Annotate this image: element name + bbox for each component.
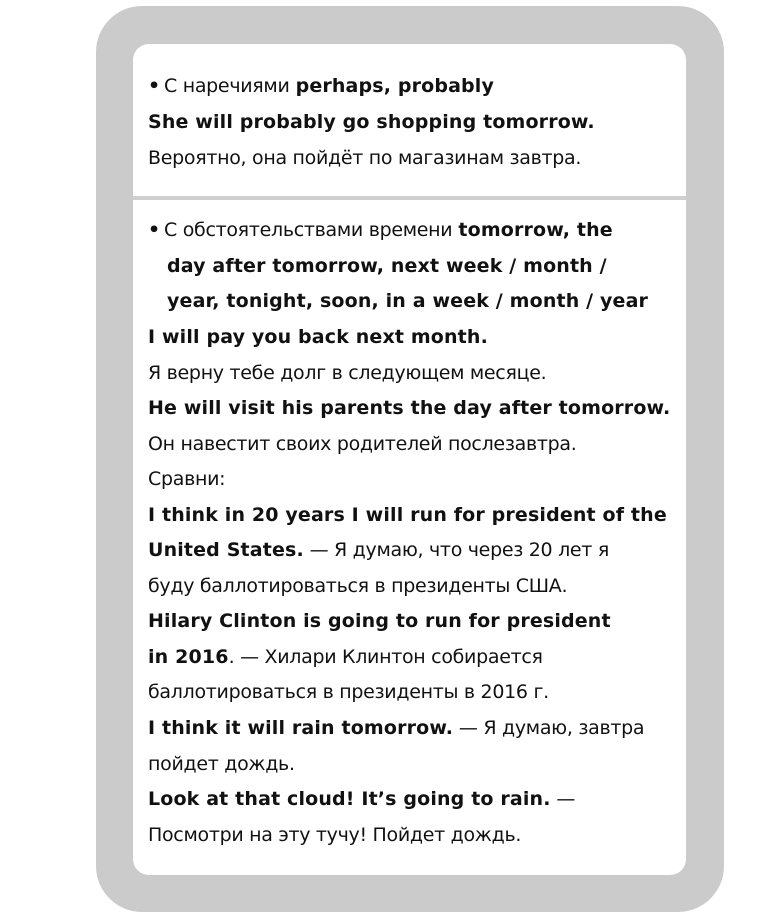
rule-keywords-line-2: day after tomorrow, next week / month / xyxy=(167,255,607,277)
comparison-line xyxy=(148,716,644,740)
comparison-en: United States. xyxy=(148,539,304,561)
example-ru: Он навестит своих родителей послезавтра. xyxy=(148,433,577,455)
bullet-icon: • xyxy=(148,219,161,241)
example-en: He will visit his parents the day after tomorrow. xyxy=(148,397,671,419)
rule-time-adverbials xyxy=(148,218,613,242)
comparison-en: I think in 20 years I will run for president of the xyxy=(148,504,667,526)
comparison-ru: — Я думаю, завтра xyxy=(453,717,645,739)
example-ru: Я верну тебе долг в следующем месяце. xyxy=(148,362,547,384)
comparison-ru: . — Хилари Клинтон собирается xyxy=(228,646,543,668)
comparison-ru: — Я думаю, что через 20 лет я xyxy=(303,539,609,561)
bullet-icon: • xyxy=(148,75,161,97)
example-en: I will pay you back next month. xyxy=(148,326,488,348)
comparison-line xyxy=(148,645,543,669)
compare-label: Сравни: xyxy=(148,468,226,490)
comparison-en: in 2016 xyxy=(148,646,229,668)
comparison-ru: баллотироваться в президенты в 2016 г. xyxy=(148,681,549,703)
comparison-dash: — xyxy=(550,788,576,810)
comparison-ru: буду баллотироваться в президенты США. xyxy=(148,575,568,597)
rule-adverbs xyxy=(148,74,494,98)
rule-keywords-line-3: year, tonight, soon, in a week / month / year xyxy=(167,290,649,312)
comparison-line xyxy=(148,787,575,811)
grammar-card xyxy=(133,44,686,875)
comparison-ru: Посмотри на эту тучу! Пойдет дождь. xyxy=(148,824,522,846)
example-en: She will probably go shopping tomorrow. xyxy=(148,111,595,133)
rule-text: С наречиями xyxy=(164,75,290,97)
comparison-line xyxy=(148,538,609,562)
comparison-ru: пойдет дождь. xyxy=(148,753,295,775)
comparison-en: Hilary Clinton is going to run for president xyxy=(148,610,611,632)
comparison-en: I think it will rain tomorrow. xyxy=(148,717,454,739)
example-ru: Вероятно, она пойдёт по магазинам завтра. xyxy=(148,147,582,169)
rule-keywords: tomorrow, the xyxy=(458,219,613,241)
rule-text: С обстоятельствами времени xyxy=(164,219,453,241)
comparison-en: Look at that cloud! It’s going to rain. xyxy=(148,788,551,810)
rule-keywords: perhaps, probably xyxy=(295,75,495,97)
section-divider xyxy=(133,196,686,200)
